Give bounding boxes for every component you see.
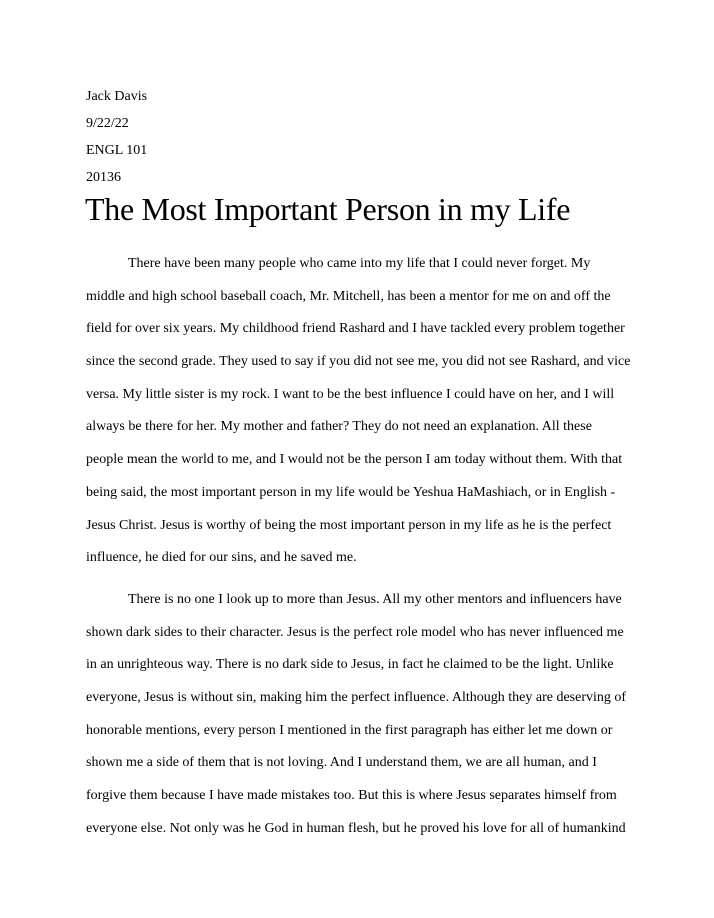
paragraph-2 xyxy=(86,584,638,846)
paragraph-line: in an unrighteous way. There is no dark side to Jesus, in fact he claimed to be the light. Unlike xyxy=(86,657,614,673)
paragraph-line: shown me a side of them that is not loving. And I understand them, we are all human, and I xyxy=(86,755,597,771)
paragraph-line: shown dark sides to their character. Jesus is the perfect role model who has never influenced me xyxy=(86,624,624,640)
author-name: Jack Davis xyxy=(86,89,148,104)
paragraph-line: field for over six years. My childhood friend Rashard and I have tackled every problem together xyxy=(86,321,625,337)
course-line: ENGL 101 xyxy=(86,143,148,158)
paragraph-line: honorable mentions, every person I mentioned in the first paragraph has either let me down or xyxy=(86,722,613,738)
paragraph-line: influence, he died for our sins, and he saved me. xyxy=(86,550,357,566)
date-line: 9/22/22 xyxy=(86,116,129,131)
paragraph-line: everyone, Jesus is without sin, making him the perfect influence. Although they are deserving of xyxy=(86,690,627,706)
paragraph-1 xyxy=(86,248,638,575)
paragraph-line: There is no one I look up to more than Jesus. All my other mentors and influencers have xyxy=(128,592,622,607)
paragraph-line: There have been many people who came into my life that I could never forget. My xyxy=(128,256,591,271)
paragraph-line: middle and high school baseball coach, Mr. Mitchell, has been a mentor for me on and off the xyxy=(86,288,611,304)
paragraph-line: everyone else. Not only was he God in human flesh, but he proved his love for all of humankind xyxy=(86,820,626,836)
paragraph-line: people mean the world to me, and I would not be the person I am today without them. With that xyxy=(86,452,623,468)
paragraph-line: Jesus Christ. Jesus is worthy of being the most important person in my life as he is the perfect xyxy=(86,517,612,533)
mla-heading xyxy=(86,83,147,191)
section-line: 20136 xyxy=(86,170,121,185)
paragraph-line: versa. My little sister is my rock. I want to be the best influence I could have on her, and I will xyxy=(86,386,615,402)
paragraph-line: always be there for her. My mother and father? They do not need an explanation. All these xyxy=(86,419,592,435)
paragraph-line: since the second grade. They used to say if you did not see me, you did not see Rashard, and vice xyxy=(86,354,631,370)
essay-title: The Most Important Person in my Life xyxy=(85,191,571,227)
paragraph-line: forgive them because I have made mistakes too. But this is where Jesus separates himself from xyxy=(86,788,617,804)
paragraph-line: being said, the most important person in my life would be Yeshua HaMashiach, or in English - xyxy=(86,484,616,500)
